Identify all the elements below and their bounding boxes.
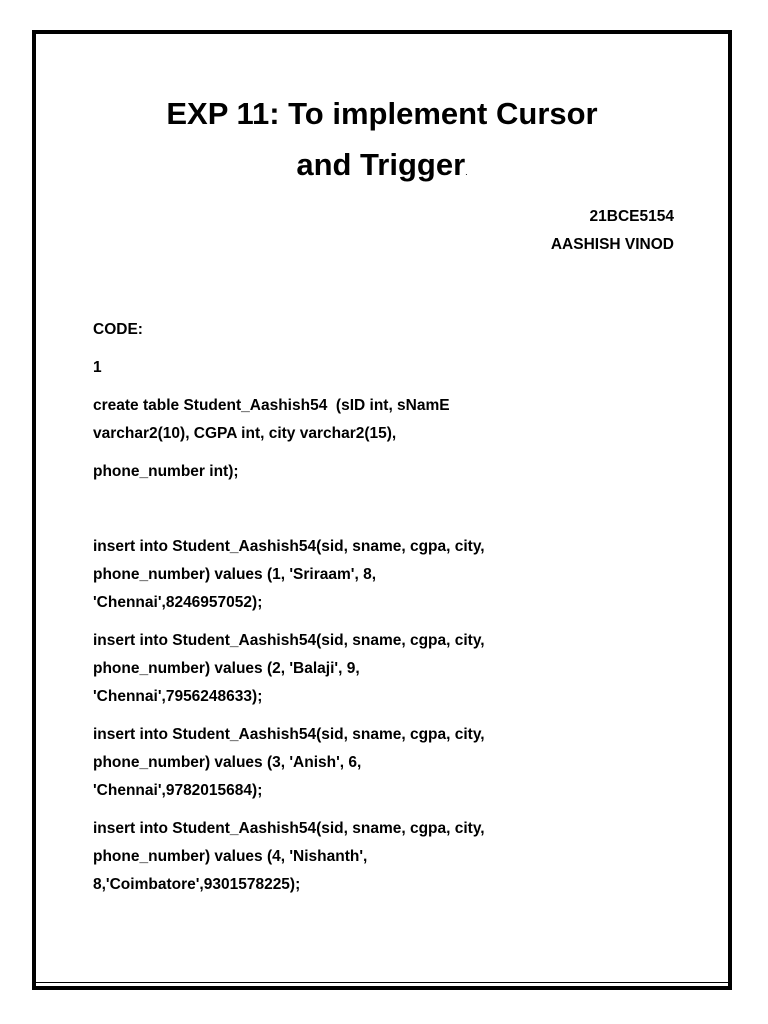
spacer xyxy=(93,344,693,354)
insert-line: insert into Student_Aashish54(sid, sname, cgpa, city, xyxy=(93,726,485,743)
insert-statement-3 xyxy=(93,721,693,805)
title-text-2: and Trigger xyxy=(296,147,466,182)
create-table-line: varchar2(10), CGPA int, city varchar2(15), xyxy=(93,425,397,442)
page-title-line-2 xyxy=(36,147,728,190)
insert-line: 'Chennai',9782015684); xyxy=(93,782,263,799)
insert-line: phone_number) values (3, 'Anish', 6, xyxy=(93,754,362,771)
spacer xyxy=(93,486,693,533)
insert-line: phone_number) values (2, 'Balaji', 9, xyxy=(93,660,360,677)
insert-line: 'Chennai',8246957052); xyxy=(93,594,263,611)
code-heading: CODE: xyxy=(93,321,143,338)
insert-line: 8,'Coimbatore',9301578225); xyxy=(93,876,301,893)
code-section xyxy=(93,316,693,899)
spacer xyxy=(93,805,693,815)
insert-line: phone_number) values (4, 'Nishanth', xyxy=(93,848,368,865)
spacer xyxy=(93,617,693,627)
spacer xyxy=(93,382,693,392)
insert-line: insert into Student_Aashish54(sid, sname, cgpa, city, xyxy=(93,538,485,555)
create-table-end-line: phone_number int); xyxy=(93,463,239,480)
create-table-line: create table Student_Aashish54 (sID int, sNamE xyxy=(93,397,450,414)
spacer xyxy=(93,448,693,458)
title-trailing-mark: . xyxy=(465,167,468,177)
insert-line: insert into Student_Aashish54(sid, sname, cgpa, city, xyxy=(93,632,485,649)
insert-statement-4 xyxy=(93,815,693,899)
insert-statement-2 xyxy=(93,627,693,711)
section-number: 1 xyxy=(93,359,102,376)
registration-number: 21BCE5154 xyxy=(589,208,674,225)
insert-line: phone_number) values (1, 'Sriraam', 8, xyxy=(93,566,377,583)
document-page xyxy=(32,30,732,990)
student-name: AASHISH VINOD xyxy=(550,236,674,253)
insert-statement-1 xyxy=(93,533,693,617)
insert-line: insert into Student_Aashish54(sid, sname, cgpa, city, xyxy=(93,820,485,837)
insert-line: 'Chennai',7956248633); xyxy=(93,688,263,705)
spacer xyxy=(93,711,693,721)
page-title-line-1 xyxy=(36,96,728,132)
title-text-1: EXP 11: To implement Cursor xyxy=(166,96,598,131)
